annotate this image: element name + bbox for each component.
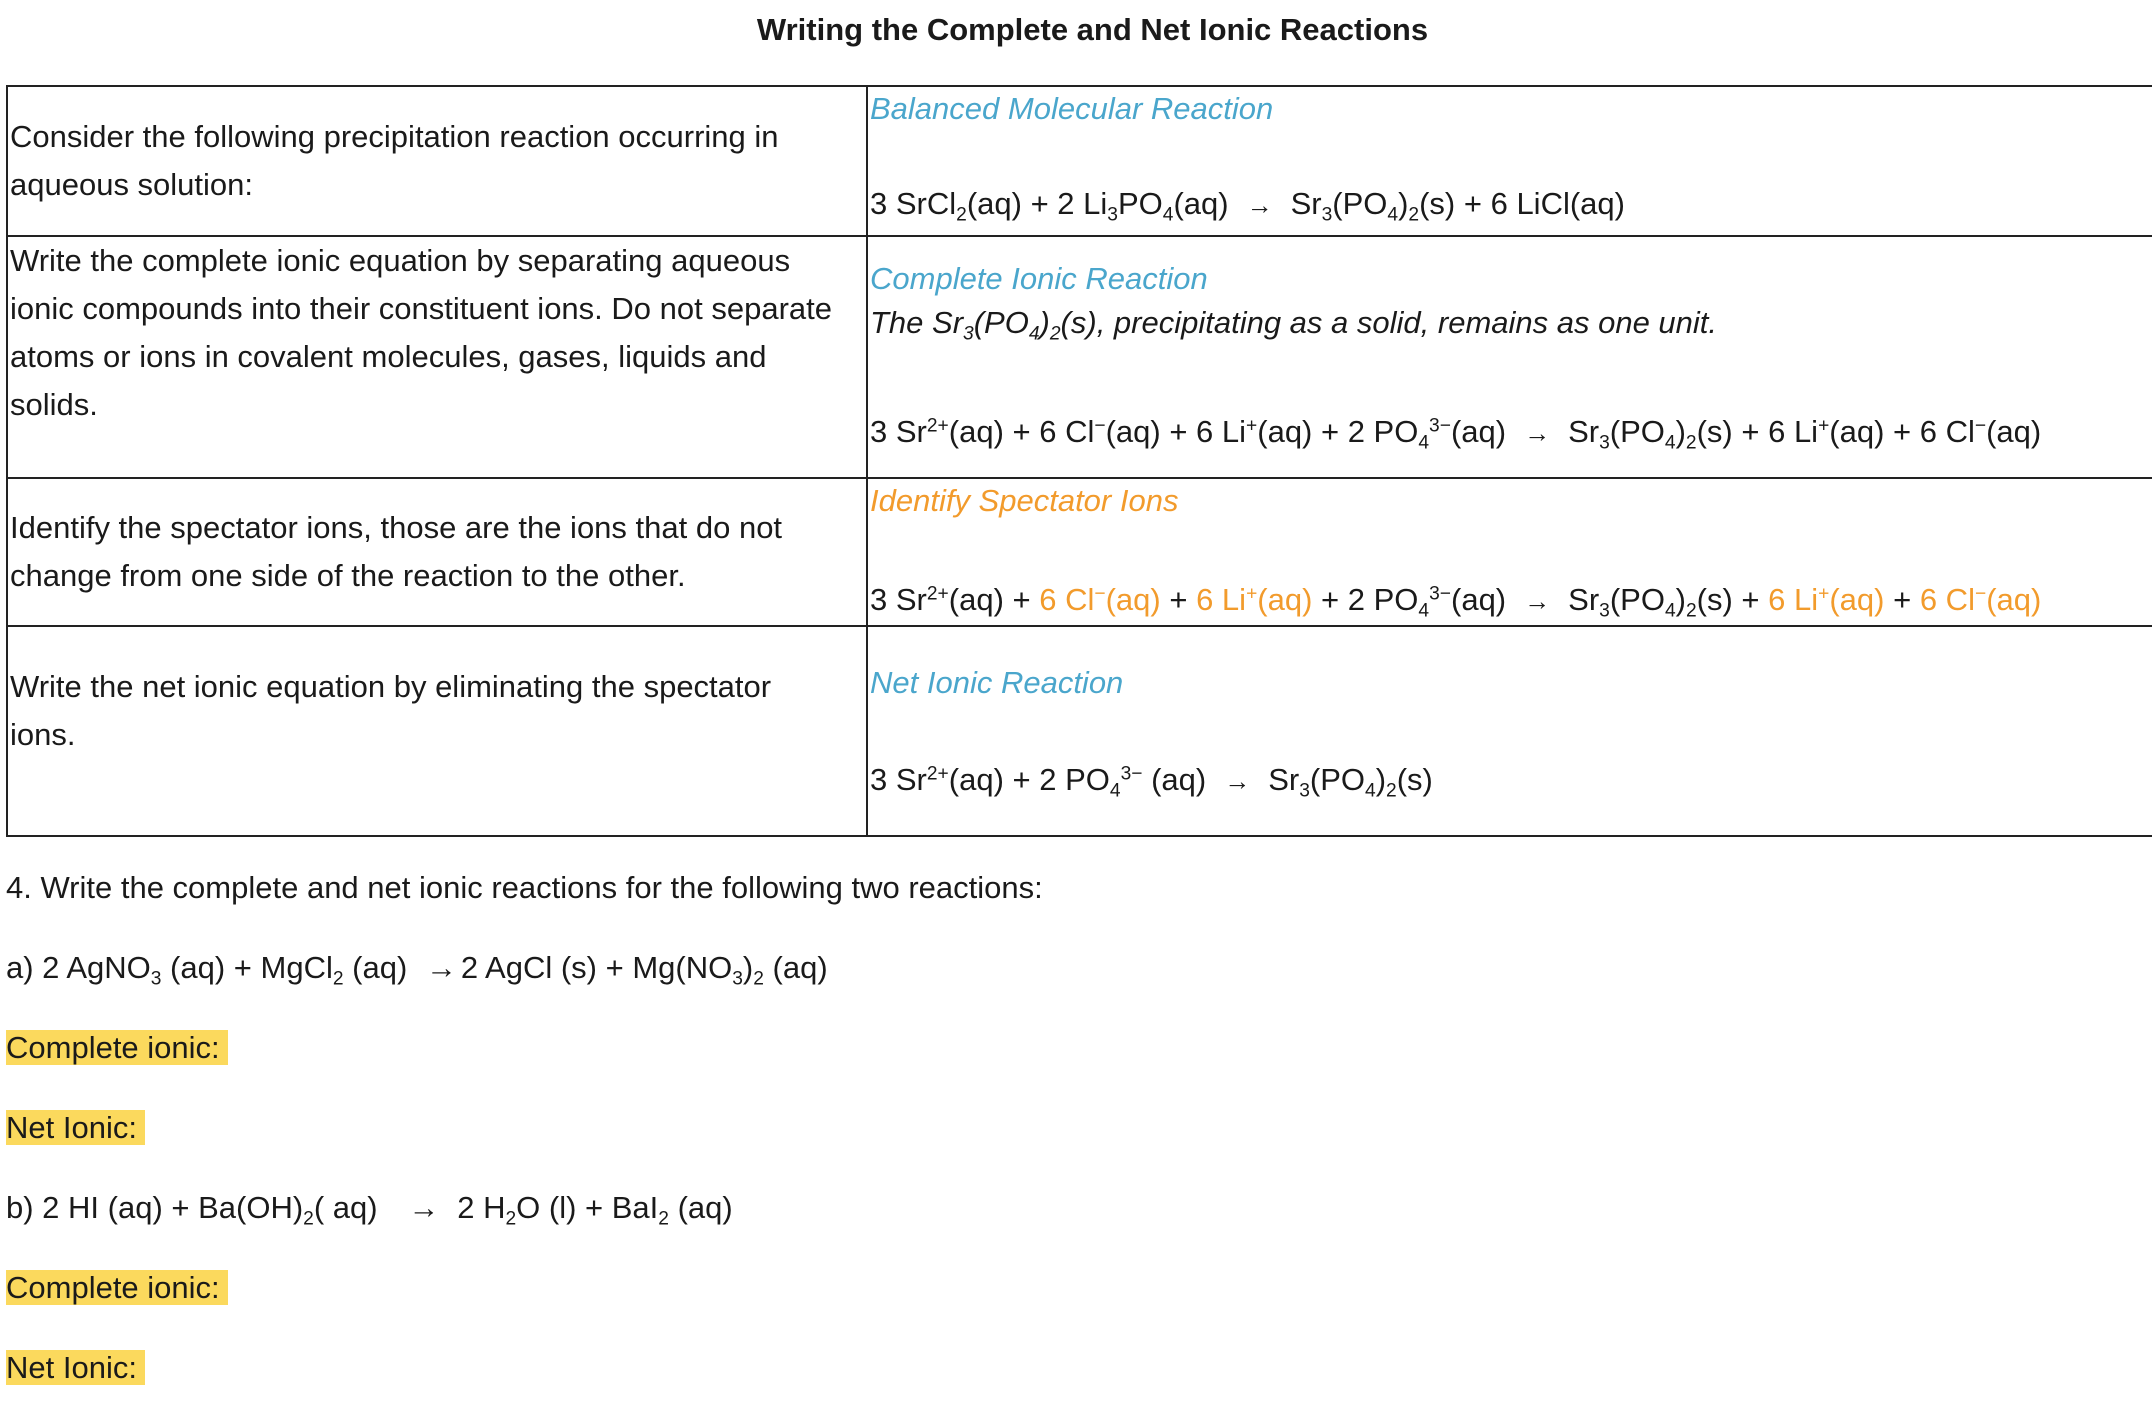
highlighted-label: Net Ionic:	[6, 1110, 145, 1145]
instruction-cell	[7, 478, 867, 626]
reaction-a: a) 2 AgNO$_3$ (aq) + MgCl$_2$ (aq) → 2 AgCl $(s) + Mg(NO_3)_2$ (aq)	[6, 950, 828, 990]
reaction-cell	[867, 478, 2152, 626]
reaction-b: b) 2 HI $(aq) + Ba(OH)_2$( aq) → 2 $H_2O$ (l) + BaI$_2$ (aq)	[6, 1190, 733, 1230]
reaction-cell	[867, 236, 2152, 478]
spectator-ions-equation: 3 $Sr^{2+}(aq) + 6$ Cl−(aq) + 6 Li+(aq) + 2 $PO_4^{3-}(aq) \to Sr_3(PO_4)_2(s) + 6$ Li+(aq) + 6 Cl−(aq)	[870, 582, 2042, 622]
spectator-ions-heading: Identify Spectator Ions	[870, 483, 1179, 518]
instruction-text: Write the complete ionic equation by separating aqueous ionic compounds into their constituent ions. Do not separate atoms or ions in covalent molecules, gases, liquids and solids.	[10, 243, 832, 422]
highlighted-label: Complete ionic:	[6, 1030, 228, 1065]
instruction-text: Consider the following precipitation reaction occurring in aqueous solution:	[10, 119, 779, 202]
net-ionic-label-a	[6, 1108, 145, 1148]
net-ionic-equation: 3 $Sr^{2+}(aq) + 2$ $PO_4^{3-}$ $(aq) \to Sr_3(PO_4)_2(s)$	[870, 762, 1433, 802]
complete-ionic-heading: Complete Ionic Reaction	[870, 261, 1208, 296]
complete-ionic-label-a	[6, 1028, 228, 1068]
reaction-cell	[867, 86, 2152, 236]
ionic-reactions-table	[6, 85, 2152, 837]
net-ionic-heading: Net Ionic Reaction	[870, 665, 1124, 700]
balanced-molecular-equation: 3 SrCl$_2$(aq) + 2 $Li_3PO_4(aq) \to Sr_3(PO_4)_2(s) + 6$ LiCl(aq)	[870, 186, 1625, 226]
instruction-cell	[7, 236, 867, 478]
reaction-cell	[867, 626, 2152, 836]
table-row	[7, 626, 2152, 836]
highlighted-label: Complete ionic:	[6, 1270, 228, 1305]
instruction-cell	[7, 86, 867, 236]
question-text: 4. Write the complete and net ionic reactions for the following two reactions:	[6, 870, 1043, 905]
page-title: Writing the Complete and Net Ionic Reactions	[756, 12, 1429, 47]
table-row	[7, 86, 2152, 236]
complete-ionic-label-b	[6, 1268, 228, 1308]
table-row	[7, 236, 2152, 478]
balanced-molecular-heading: Balanced Molecular Reaction	[870, 91, 1274, 126]
table-row	[7, 478, 2152, 626]
instruction-cell	[7, 626, 867, 836]
complete-ionic-equation: 3 $Sr^{2+}(aq) + 6$ Cl−(aq) + 6 Li+(aq) + 2 $PO_4^{3-}(aq) \to Sr_3(PO_4)_2(s) + 6$ Li+(aq) + 6 Cl−(aq)	[870, 414, 2042, 454]
instruction-text: Identify the spectator ions, those are the ions that do not change from one side of the reaction to the other.	[10, 510, 783, 593]
complete-ionic-note: The $Sr_3(PO_4)_2(s)$, precipitating as a solid, remains as one unit.	[870, 305, 1718, 345]
instruction-text: Write the net ionic equation by eliminating the spectator ions.	[10, 669, 772, 752]
highlighted-label: Net Ionic:	[6, 1350, 145, 1385]
net-ionic-label-b	[6, 1348, 145, 1388]
